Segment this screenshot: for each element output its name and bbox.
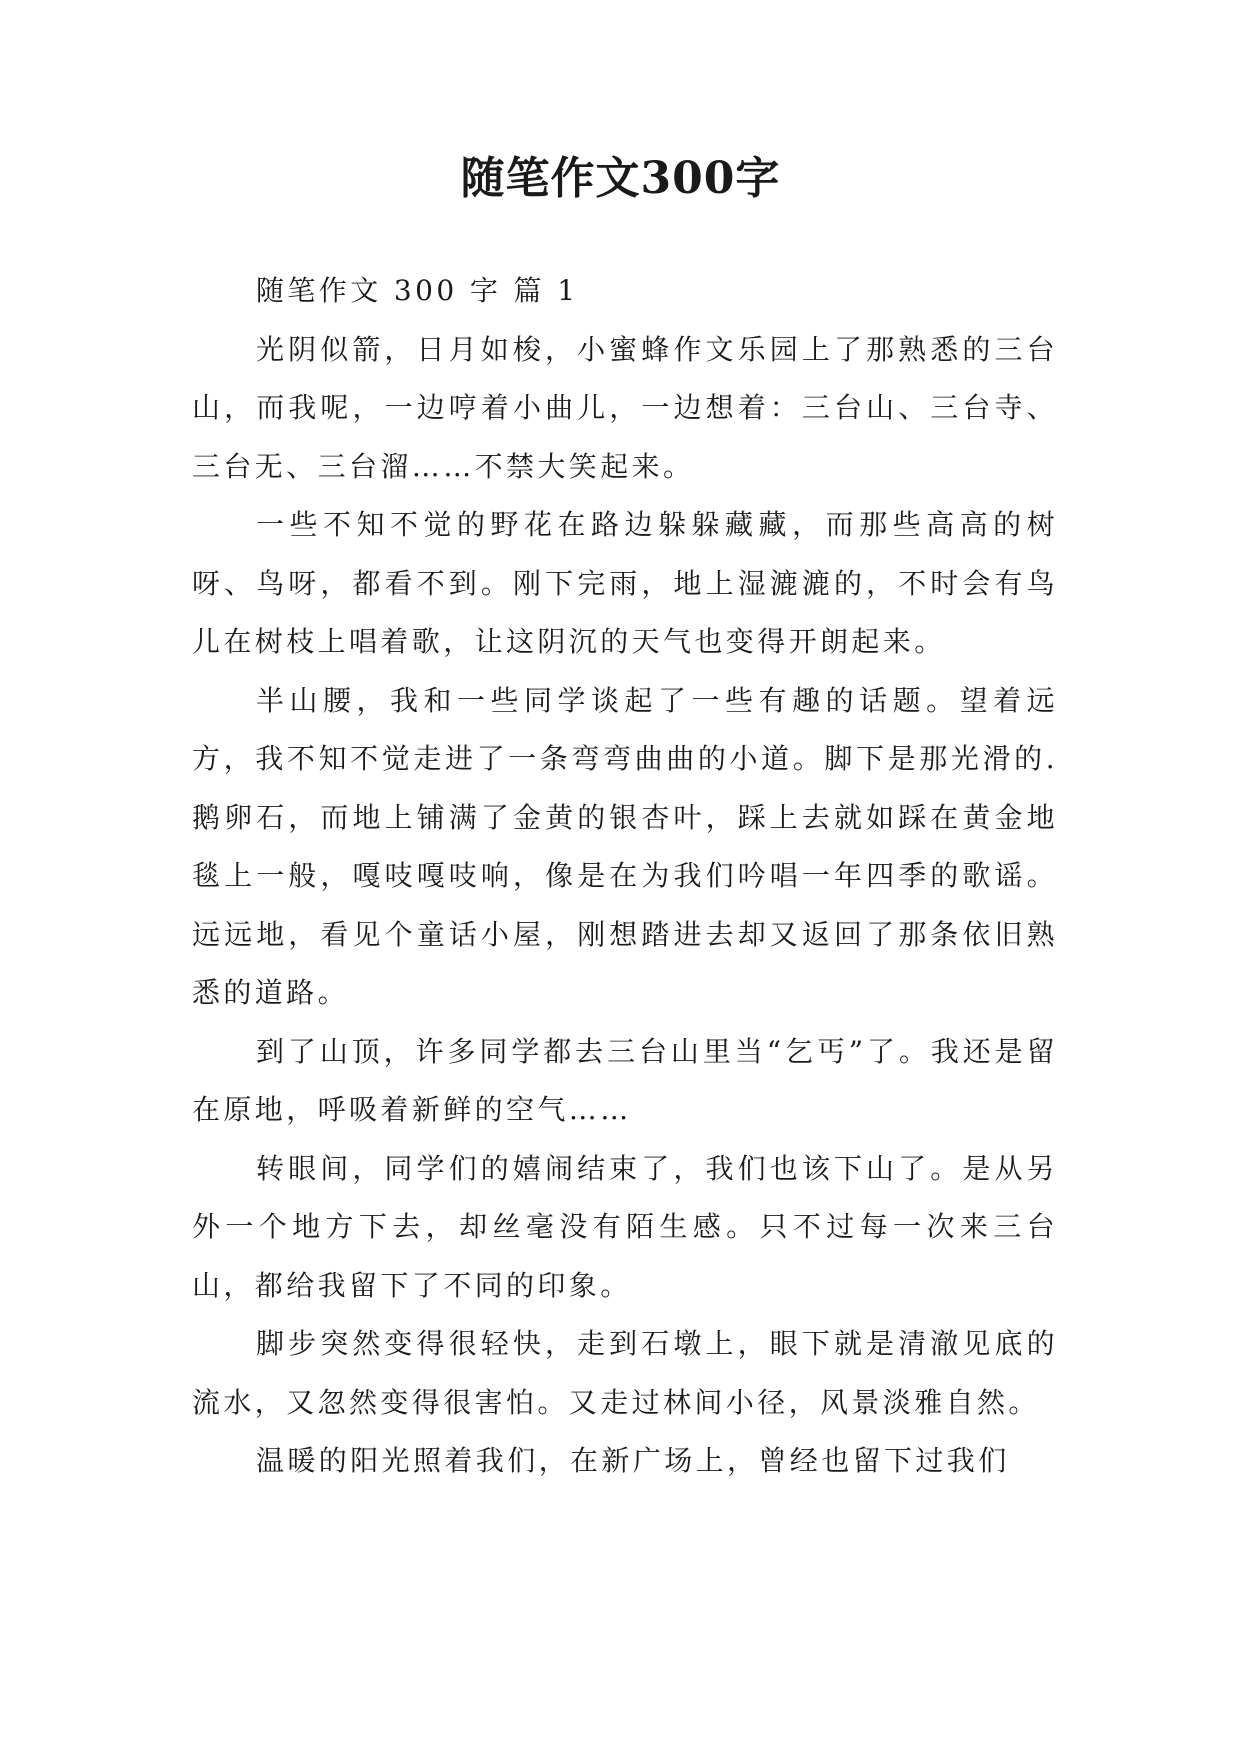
paragraph: 一些不知不觉的野花在路边躲躲藏藏，而那些高高的树呀、鸟呀，都看不到。刚下完雨，地上湿漉漉的，不时会有鸟儿在树枝上唱着歌，让这阴沉的天气也变得开朗起来。 [192,508,1058,658]
paragraph: 光阴似箭，日月如梭，小蜜蜂作文乐园上了那熟悉的三台山，而我呢，一边哼着小曲儿，一边想着：三台山、三台寺、三台无、三台溜……不禁大笑起来。 [192,332,1058,483]
document-body [192,262,1058,1491]
paragraph: 到了山顶，许多同学都去三台山里当“乞丐”了。我还是留在原地，呼吸着新鲜的空气…… [192,1034,1058,1126]
document-title: 随笔作文300字 [460,153,781,204]
paragraph: 半山腰，我和一些同学谈起了一些有趣的话题。望着远方，我不知不觉走进了一条弯弯曲曲的小道。脚下是那光滑的.鹅卵石，而地上铺满了金黄的银杏叶，踩上去就如踩在黄金地毯上一般，嘎吱嘎吱响，像是在为我们吟唱一年四季的歌谣。远远地，看见个童话小屋，刚想踏进去却又返回了那条依旧熟悉的道路。 [192,683,1058,1009]
paragraph: 转眼间，同学们的嬉闹结束了，我们也该下山了。是从另外一个地方下去，却丝毫没有陌生感。只不过每一次来三台山，都给我留下了不同的印象。 [192,1151,1058,1302]
section-heading: 随笔作文 300 字 篇 1 [256,274,579,307]
paragraph: 温暖的阳光照着我们，在新广场上，曾经也留下过我们 [256,1444,1010,1477]
paragraph: 脚步突然变得很轻快，走到石墩上，眼下就是清澈见底的流水，又忽然变得很害怕。又走过林间小径，风景淡雅自然。 [192,1327,1058,1419]
